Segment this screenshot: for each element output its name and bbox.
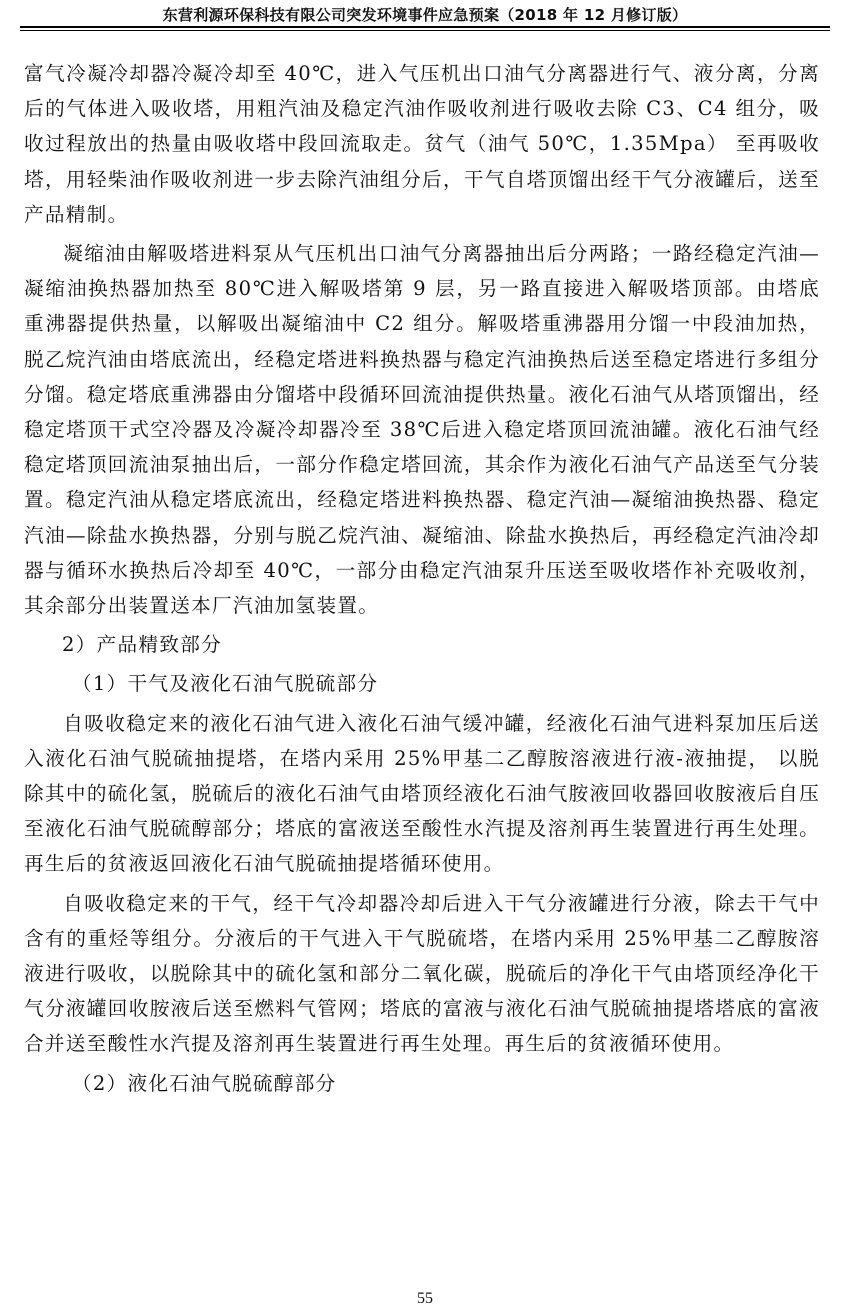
- document-body: [24, 56, 820, 1101]
- paragraph-condensate-oil: 凝缩油由解吸塔进料泵从气压机出口油气分离器抽出后分两路；一路经稳定汽油—凝缩油换热器加热至 80℃进入解吸塔第 9 层，另一路直接进入解吸塔顶部。由塔底重沸器提供热量，以解吸出凝缩油中 C2 组分。解吸塔重沸器用分馏一中段油加热，脱乙烷汽油由塔底流出，经稳定塔进料换热器与稳定汽油换热后送至稳定塔进行多组分分馏。稳定塔底重沸器由分馏塔中段循环回流油提供热量。液化石油气从塔顶馏出，经稳定塔顶干式空冷器及冷凝冷却器冷至 38℃后进入稳定塔顶回流油罐。液化石油气经稳定塔顶回流油泵抽出后，一部分作稳定塔回流，其余作为液化石油气产品送至气分装置。稳定汽油从稳定塔底流出，经稳定塔进料换热器、稳定汽油—凝缩油换热器、稳定汽油—除盐水换热器，分别与脱乙烷汽油、凝缩油、除盐水换热后，再经稳定汽油冷却器与循环水换热后冷却至 40℃，一部分由稳定汽油泵升压送至吸收塔作补充吸收剂，其余部分出装置送本厂汽油加氢装置。: [24, 242, 820, 618]
- subsection-heading-desulfurization: （1）干气及液化石油气脱硫部分: [72, 672, 379, 696]
- paragraph-continued: 富气冷凝冷却器冷凝冷却至 40℃，进入气压机出口油气分离器进行气、液分离，分离后的气体进入吸收塔，用粗汽油及稳定汽油作吸收剂进行吸收去除 C3、C4 组分，吸收过程放出的热量由吸收塔中段回流取走。贫气（油气 50℃，1.35Mpa） 至再吸收塔，用轻柴油作吸收剂进一步去除汽油组分后，干气自塔顶馏出经干气分液罐后，送至产品精制。: [24, 62, 820, 226]
- paragraph-lpg-desulfurization: 自吸收稳定来的液化石油气进入液化石油气缓冲罐，经液化石油气进料泵加压后送入液化石油气脱硫抽提塔，在塔内采用 25%甲基二乙醇胺溶液进行液-液抽提， 以脱除其中的硫化氢，脱硫后的液化石油气由塔顶经液化石油气胺液回收器回收胺液后自压至液化石油气脱硫醇部分；塔底的富液送至酸性水汽提及溶剂再生装置进行再生处理。再生后的贫液返回液化石油气脱硫抽提塔循环使用。: [24, 711, 820, 876]
- paragraph-dry-gas-desulfurization: 自吸收稳定来的干气，经干气冷却器冷却后进入干气分液罐进行分液，除去干气中含有的重烃等组分。分液后的干气进入干气脱硫塔，在塔内采用 25%甲基二乙醇胺溶液进行吸收，以脱除其中的硫化氢和部分二氧化碳，脱硫后的净化干气由塔顶经净化干气分液罐回收胺液后送至燃料气管网；塔底的富液与液化石油气脱硫抽提塔塔底的富液合并送至酸性水汽提及溶剂再生装置进行再生处理。再生后的贫液循环使用。: [24, 891, 820, 1056]
- header-rule: [20, 26, 830, 28]
- page-number: 55: [417, 1290, 433, 1307]
- document-header: 东营利源环保科技有限公司突发环境事件应急预案（2018 年 12 月修订版）: [162, 6, 688, 24]
- header-rule-thin: [20, 30, 830, 31]
- subsection-heading-mercaptan-removal: （2）液化石油气脱硫醇部分: [72, 1071, 337, 1095]
- section-heading-product-refining: 2）产品精致部分: [62, 633, 223, 657]
